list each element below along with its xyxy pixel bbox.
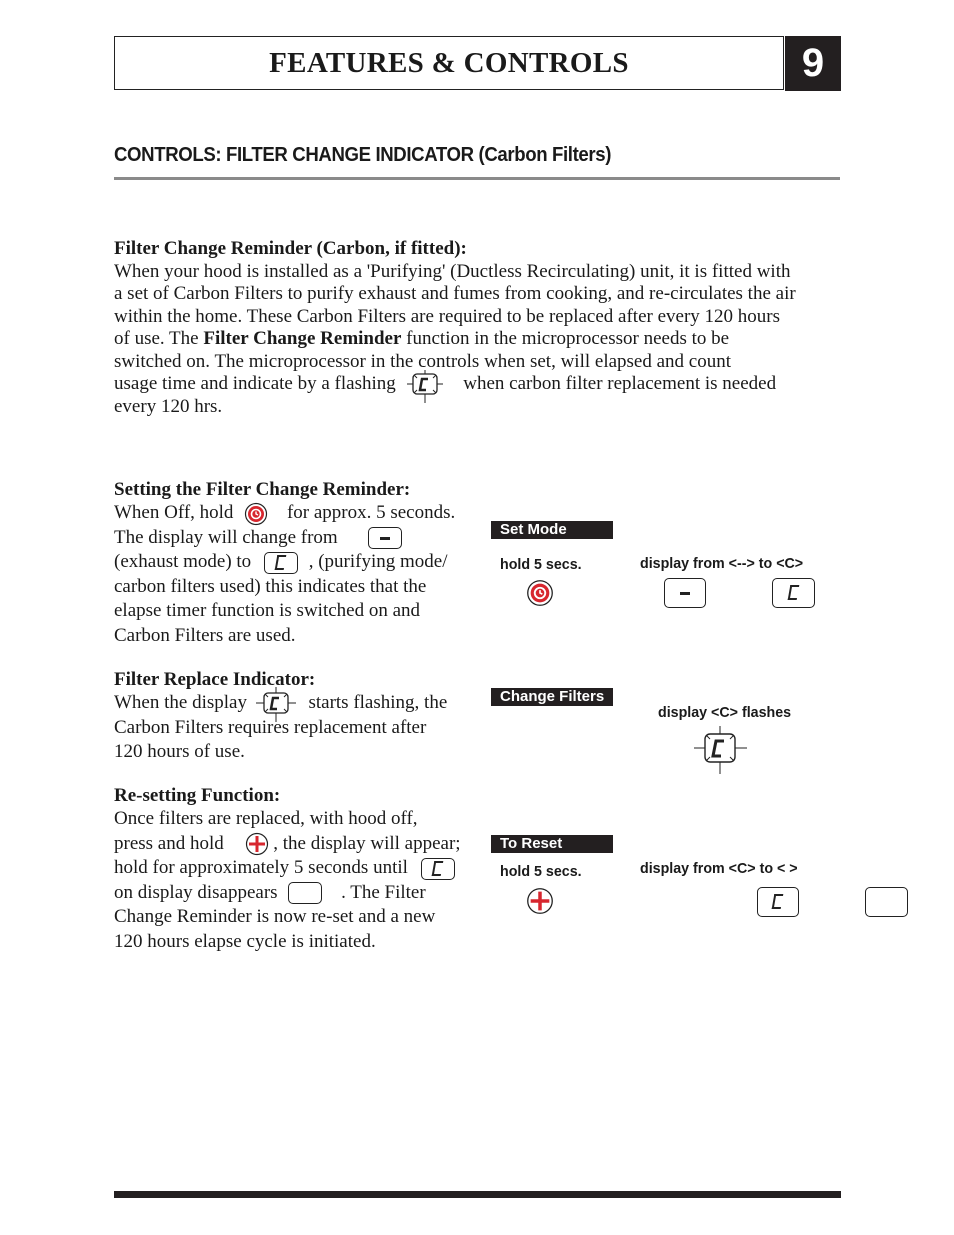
flashing-c-display-icon [692, 726, 748, 774]
reset-line: 120 hours elapse cycle is initiated. [114, 930, 376, 952]
reminder-text: of use. The [114, 328, 204, 349]
change-filters-display-caption: display <C> flashes [658, 704, 792, 721]
to-reset-label: To Reset [491, 835, 613, 853]
reminder-block [114, 238, 796, 418]
reset-line: Once filters are replaced, with hood off, [114, 808, 418, 829]
to-reset-display-caption: display from <C> to < > [640, 860, 798, 877]
setting-line [114, 501, 455, 526]
setting-text: , (purifying mode/ [308, 551, 448, 573]
reminder-line: switched on. The microprocessor in the controls when set, will elapsed and count [114, 350, 731, 372]
setting-line [114, 550, 455, 575]
blank-display-icon [865, 887, 908, 917]
to-reset-hold-caption: hold 5 secs. [500, 863, 582, 880]
footer-divider [114, 1191, 841, 1198]
plus-button-icon [526, 887, 554, 915]
setting-block [114, 479, 455, 648]
setting-line [114, 526, 455, 551]
reset-block [114, 785, 461, 954]
reminder-line [114, 373, 796, 396]
replace-heading: Filter Replace Indicator: [114, 669, 316, 690]
setting-line: elapse timer function is switched on and [114, 600, 421, 622]
reset-text: . The Filter [341, 881, 426, 903]
reset-line: Change Reminder is now re-set and a new [114, 906, 436, 928]
dash-display-icon [664, 578, 706, 608]
reset-line [114, 856, 461, 881]
timer-button-icon [526, 579, 554, 607]
section-divider [114, 177, 840, 180]
c-display-icon [264, 552, 298, 574]
reset-text: press and hold [114, 832, 224, 854]
c-display-icon [757, 887, 799, 917]
reset-text: on display disappears [114, 881, 278, 903]
set-mode-hold-caption: hold 5 secs. [500, 556, 582, 573]
plus-button-icon [245, 832, 269, 856]
flashing-c-display-icon [405, 374, 445, 396]
reset-heading: Re-setting Function: [114, 785, 281, 806]
replace-line: 120 hours of use. [114, 741, 245, 762]
set-mode-label: Set Mode [491, 521, 613, 539]
setting-text: The display will change from [114, 526, 338, 548]
reminder-line: When your hood is installed as a 'Purifying' (Ductless Recirculating) unit, it is fitted with [114, 260, 791, 282]
reminder-heading: Filter Change Reminder (Carbon, if fitted): [114, 238, 467, 259]
setting-text: (exhaust mode) to [114, 551, 252, 573]
replace-text: starts flashing, the [308, 692, 448, 713]
change-filters-label: Change Filters [491, 688, 613, 706]
section-title: CONTROLS: FILTER CHANGE INDICATOR (Carbon Filters) [114, 144, 612, 166]
page-number: 9 [785, 36, 841, 91]
reminder-line: a set of Carbon Filters to purify exhaust and fumes from cooking, and re-circulates the air [114, 283, 796, 304]
reminder-bold-text: Filter Change Reminder [203, 328, 402, 349]
setting-heading: Setting the Filter Change Reminder: [114, 479, 411, 500]
reminder-line: every 120 hrs. [114, 395, 223, 417]
reset-text: , the display will appear; [273, 832, 461, 854]
replace-line [114, 691, 447, 716]
reset-text: hold for approximately 5 seconds until [114, 857, 408, 879]
reminder-text: function in the microprocessor needs to be [401, 328, 730, 349]
reminder-line [114, 328, 796, 351]
reminder-text: when carbon filter replacement is needed [463, 373, 777, 394]
setting-line: carbon filters used) this indicates that the [114, 575, 427, 597]
reminder-text: usage time and indicate by a flashing [114, 373, 396, 394]
replace-text: When the display [114, 692, 247, 713]
reset-line [114, 881, 461, 906]
flashing-c-display-icon [254, 693, 298, 715]
set-mode-display-caption: display from <--> to <C> [640, 555, 804, 572]
setting-text: for approx. 5 seconds. [286, 502, 456, 523]
timer-button-icon [244, 502, 268, 526]
page-title: FEATURES & CONTROLS [269, 47, 629, 79]
replace-line: Carbon Filters requires replacement after [114, 716, 427, 738]
c-display-icon [772, 578, 815, 608]
reminder-line: within the home. These Carbon Filters are required to be replaced after every 120 hours [114, 305, 781, 327]
replace-block [114, 669, 447, 765]
c-display-icon [421, 858, 455, 880]
setting-text: When Off, hold [114, 502, 234, 523]
blank-display-icon [288, 882, 322, 904]
dash-display-icon [368, 527, 402, 549]
setting-line: Carbon Filters are used. [114, 624, 296, 646]
reset-line [114, 832, 461, 857]
